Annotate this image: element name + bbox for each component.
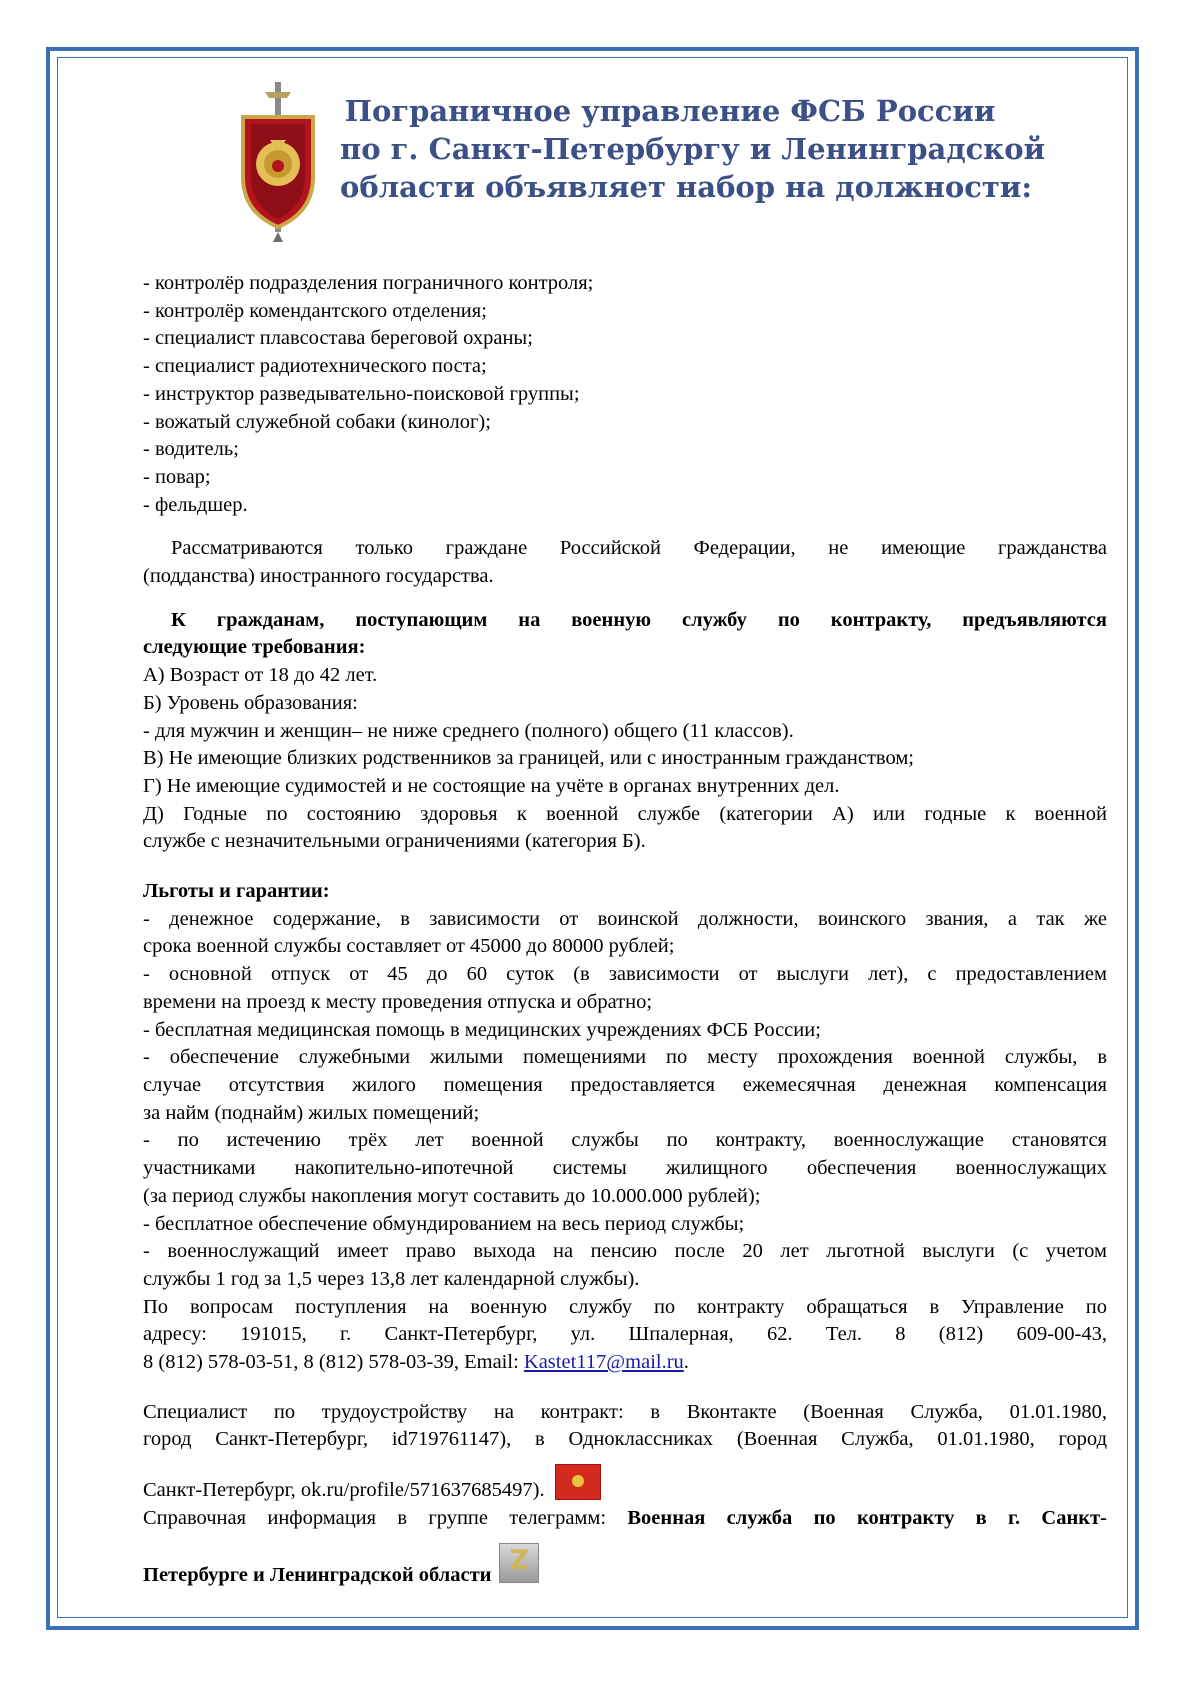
title-line: области объявляет набор на должности:	[340, 170, 1033, 204]
requirement-item: Г) Не имеющие судимостей и не состоящие на учёте в органах внутренних дел.	[143, 774, 840, 797]
title-line: по г. Санкт-Петербургу и Ленинградской	[340, 132, 1046, 166]
specialist-line: Специалист по трудоустройству на контракт: в Вконтакте (Военная Служба, 01.01.1980,	[143, 1400, 1107, 1423]
specialist-line: Санкт-Петербург, ok.ru/profile/571637685497).	[143, 1464, 1107, 1505]
benefit-line: за найм (поднайм) жилых помещений;	[143, 1101, 480, 1124]
positions-list	[143, 270, 1107, 519]
telegram-line: Справочная информация в группе телеграмм: Военная служба по контракту в г. Санкт-	[143, 1506, 1107, 1529]
list-item: - повар;	[143, 465, 211, 488]
paragraph-line: Рассматриваются только граждане Российской Федерации, не имеющие гражданства	[171, 537, 1107, 560]
red-flag-icon	[555, 1464, 601, 1500]
benefit-line: участниками накопительно-ипотечной системы жилищного обеспечения военнослужащих	[143, 1157, 1107, 1180]
list-item: - фельдшер.	[143, 493, 248, 516]
telegram-section	[143, 1505, 1107, 1589]
email-link[interactable]: Kastet117@mail.ru	[523, 1351, 684, 1374]
benefit-line: времени на проезд к месту проведения отпуска и обратно;	[143, 990, 653, 1013]
benefit-line: - по истечению трёх лет военной службы по контракту, военнослужащие становятся	[143, 1129, 1107, 1152]
requirement-item: Д) Годные по состоянию здоровья к военной службе (категории А) или годные к военной	[143, 802, 1107, 825]
z-symbol-icon: Z	[499, 1543, 539, 1583]
requirement-item: Б) Уровень образования:	[143, 691, 358, 714]
list-item: - специалист радиотехнического поста;	[143, 355, 487, 378]
fsb-emblem-icon	[235, 82, 321, 242]
requirement-item: службе с незначительными ограничениями (категория Б).	[143, 830, 646, 853]
telegram-line: Петербурге и Ленинградской области Z	[143, 1543, 1107, 1590]
list-item: - водитель;	[143, 438, 239, 461]
benefit-line: службы 1 год за 1,5 через 13,8 лет календарной службы).	[143, 1267, 640, 1290]
benefits-section	[143, 878, 1107, 1294]
benefit-line: (за период службы накопления могут составить до 10.000.000 рублей);	[143, 1184, 761, 1207]
paragraph-line: (подданства) иностранного государства.	[143, 565, 494, 588]
list-item: - вожатый служебной собаки (кинолог);	[143, 410, 491, 433]
list-item: - специалист плавсостава береговой охраны;	[143, 327, 533, 350]
list-item: - инструктор разведывательно-поисковой группы;	[143, 382, 580, 405]
list-item: - контролёр комендантского отделения;	[143, 299, 487, 322]
requirement-item: А) Возраст от 18 до 42 лет.	[143, 664, 378, 687]
requirements-heading: следующие требования:	[143, 636, 366, 659]
document-body	[143, 270, 1107, 1589]
benefits-heading: Льготы и гарантии:	[143, 880, 330, 903]
benefit-line: - бесплатная медицинская помощь в медицинских учреждениях ФСБ России;	[143, 1018, 821, 1041]
benefit-line: - обеспечение служебными жилыми помещениями по месту прохождения военной службы, в	[143, 1046, 1107, 1069]
benefit-line: срока военной службы составляет от 45000 до 80000 рублей;	[143, 935, 675, 958]
contacts-section	[143, 1294, 1107, 1377]
specialist-line: город Санкт-Петербург, id719761147), в Одноклассниках (Военная Служба, 01.01.1980, город	[143, 1428, 1107, 1451]
benefit-line: случае отсутствия жилого помещения предоставляется ежемесячная денежная компенсация	[143, 1073, 1107, 1096]
contact-line: По вопросам поступления на военную службу по контракту обращаться в Управление по	[143, 1295, 1107, 1318]
requirement-item: - для мужчин и женщин– не ниже среднего (полного) общего (11 классов).	[143, 719, 794, 742]
requirements-heading: К гражданам, поступающим на военную службу по контракту, предъявляются	[171, 608, 1107, 631]
requirements-section	[143, 607, 1107, 856]
requirement-item: В) Не имеющие близких родственников за границей, или с иностранным гражданством;	[143, 747, 915, 770]
title-line: Пограничное управление ФСБ России	[344, 94, 996, 128]
benefit-line: - денежное содержание, в зависимости от воинской должности, воинского звания, а так же	[143, 907, 1107, 930]
page-title	[340, 92, 1046, 206]
list-item: - контролёр подразделения пограничного контроля;	[143, 272, 594, 294]
benefit-line: - основной отпуск от 45 до 60 суток (в зависимости от выслуги лет), с предоставлением	[143, 963, 1107, 986]
citizenship-paragraph	[143, 535, 1107, 590]
contact-line: 8 (812) 578-03-51, 8 (812) 578-03-39, Email: Kastet117@mail.ru.	[143, 1351, 689, 1374]
specialist-section	[143, 1399, 1107, 1505]
benefit-line: - военнослужащий имеет право выхода на пенсию после 20 лет льготной выслуги (с учетом	[143, 1240, 1107, 1263]
contact-line: адресу: 191015, г. Санкт-Петербург, ул. Шпалерная, 62. Тел. 8 (812) 609-00-43,	[143, 1323, 1107, 1346]
benefit-line: - бесплатное обеспечение обмундированием на весь период службы;	[143, 1212, 745, 1235]
